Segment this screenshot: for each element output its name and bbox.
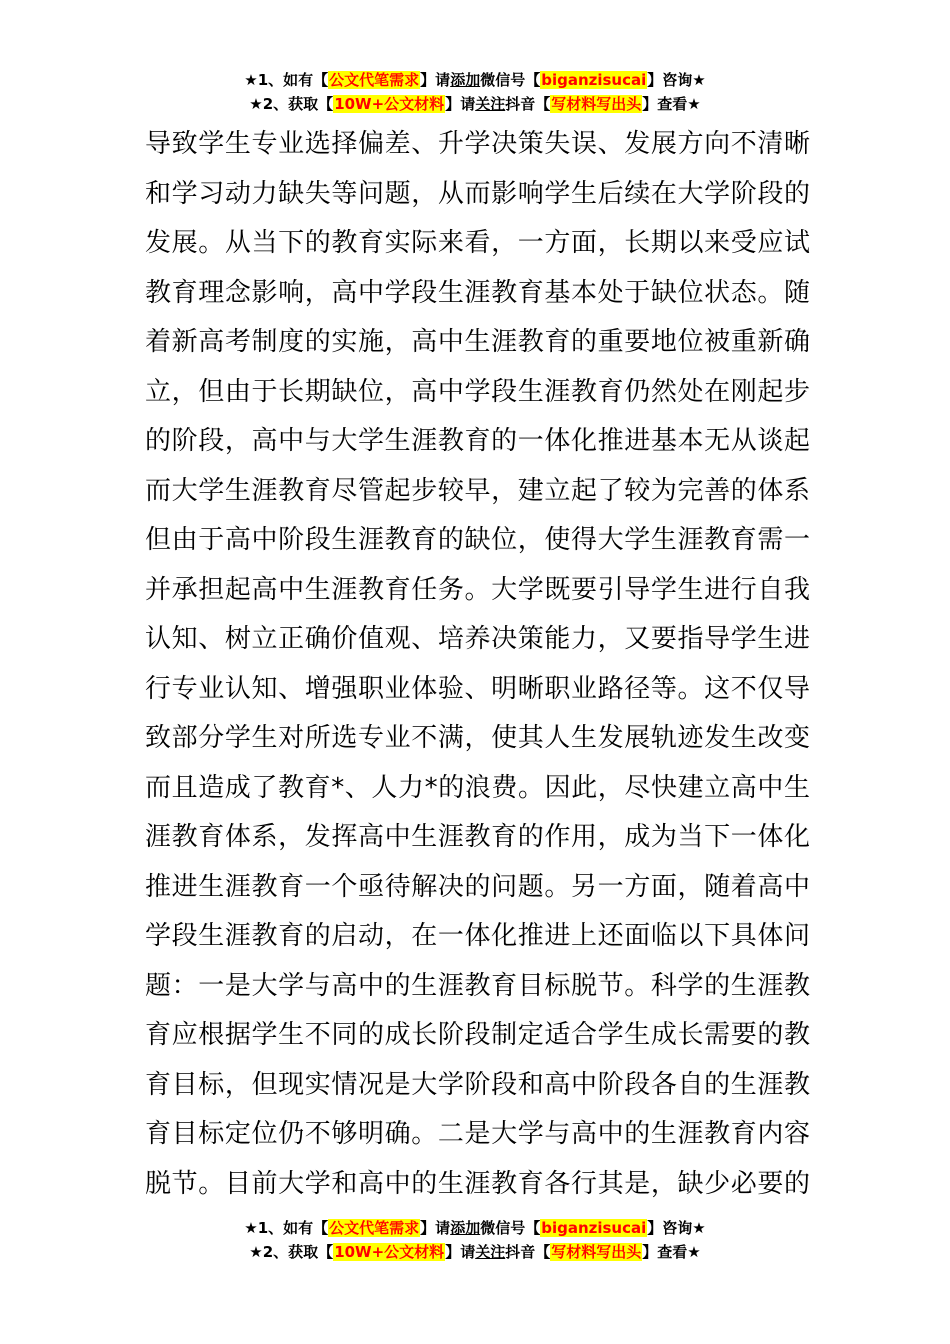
banner-text: 微信号【	[480, 1219, 541, 1237]
body-line: 行专业认知、增强职业体验、明晰职业路径等。这不仅导	[145, 673, 810, 704]
body-line: 认知、树立正确价值观、培养决策能力，又要指导学生进	[145, 624, 810, 654]
body-line: 题：一是大学与高中的生涯教育目标脱节。科学的生涯教	[145, 970, 810, 1001]
body-line: 学段生涯教育的启动，在一体化推进上还面临以下具体问	[145, 921, 810, 951]
banner-text: 】请	[445, 1243, 476, 1261]
banner-text: 】咨询★	[647, 1219, 706, 1237]
banner-highlight: 写材料写出头	[551, 1243, 642, 1261]
banner-text: 】查看★	[642, 95, 701, 113]
body-line: 脱节。目前大学和高中的生涯教育各行其是，缺少必要的	[145, 1168, 810, 1199]
banner-highlight: 10W+公文材料	[334, 95, 445, 113]
banner-text: ★1、如有【	[244, 1219, 329, 1237]
body-line: 涯教育体系，发挥高中生涯教育的作用，成为当下一体化	[145, 822, 810, 852]
banner-line-1	[0, 1216, 950, 1240]
body-line: 育目标，但现实情况是大学阶段和高中阶段各自的生涯教	[145, 1069, 810, 1100]
body-line: 而大学生涯教育尽管起步较早，建立起了较为完善的体系	[145, 475, 810, 506]
banner-text: 】咨询★	[647, 71, 706, 89]
body-line: 导致学生专业选择偏差、升学决策失误、发展方向不清晰	[145, 129, 810, 159]
body-line: 发展。从当下的教育实际来看，一方面，长期以来受应试	[145, 228, 810, 258]
body-line: 但由于高中阶段生涯教育的缺位，使得大学生涯教育需一	[145, 525, 810, 555]
body-line: 教育理念影响，高中学段生涯教育基本处于缺位状态。随	[145, 277, 810, 308]
body-line: 并承担起高中生涯教育任务。大学既要引导学生进行自我	[145, 574, 810, 605]
banner-highlight: 10W+公文材料	[334, 1243, 445, 1261]
body-line: 而且造成了教育*、人力*的浪费。因此，尽快建立高中生	[145, 772, 810, 803]
banner-text: ★2、获取【	[249, 95, 334, 113]
body-line: 的阶段，高中与大学生涯教育的一体化推进基本无从谈起	[145, 426, 810, 456]
banner-text: ★2、获取【	[249, 1243, 334, 1261]
banner-text: ★1、如有【	[244, 71, 329, 89]
banner-highlight: 写材料写出头	[551, 95, 642, 113]
banner-highlight: 公文代笔需求	[329, 71, 420, 89]
banner-highlight: 公文代笔需求	[329, 1219, 420, 1237]
body-line: 着新高考制度的实施，高中生涯教育的重要地位被重新确	[145, 327, 810, 357]
banner-text: 】查看★	[642, 1243, 701, 1261]
body-line: 育应根据学生不同的成长阶段制定适合学生成长需要的教	[145, 1020, 810, 1050]
banner-text: 抖音【	[505, 1243, 551, 1261]
banner-line-2	[0, 92, 950, 116]
banner-underlined: 关注	[475, 1243, 506, 1261]
banner-underlined: 关注	[475, 95, 506, 113]
banner-highlight: biganzisucai	[541, 1219, 647, 1237]
body-line: 和学习动力缺失等问题，从而影响学生后续在大学阶段的	[145, 178, 810, 209]
banner-line-2	[0, 1240, 950, 1264]
banner-line-1	[0, 68, 950, 92]
top-banner	[0, 68, 950, 116]
body-line: 致部分学生对所选专业不满，使其人生发展轨迹发生改变	[145, 723, 810, 753]
banner-underlined: 添加	[450, 71, 481, 89]
bottom-banner	[0, 1216, 950, 1264]
banner-text: 微信号【	[480, 71, 541, 89]
body-line: 育目标定位仍不够明确。二是大学与高中的生涯教育内容	[145, 1119, 810, 1149]
body-line: 立，但由于长期缺位，高中学段生涯教育仍然处在刚起步	[145, 376, 810, 407]
body-paragraph	[145, 120, 810, 1209]
banner-text: 】请	[420, 1219, 451, 1237]
body-line: 推进生涯教育一个亟待解决的问题。另一方面，随着高中	[145, 871, 810, 902]
banner-text: 】请	[445, 95, 476, 113]
banner-underlined: 添加	[450, 1219, 481, 1237]
banner-text: 】请	[420, 71, 451, 89]
banner-highlight: biganzisucai	[541, 71, 647, 89]
banner-text: 抖音【	[505, 95, 551, 113]
